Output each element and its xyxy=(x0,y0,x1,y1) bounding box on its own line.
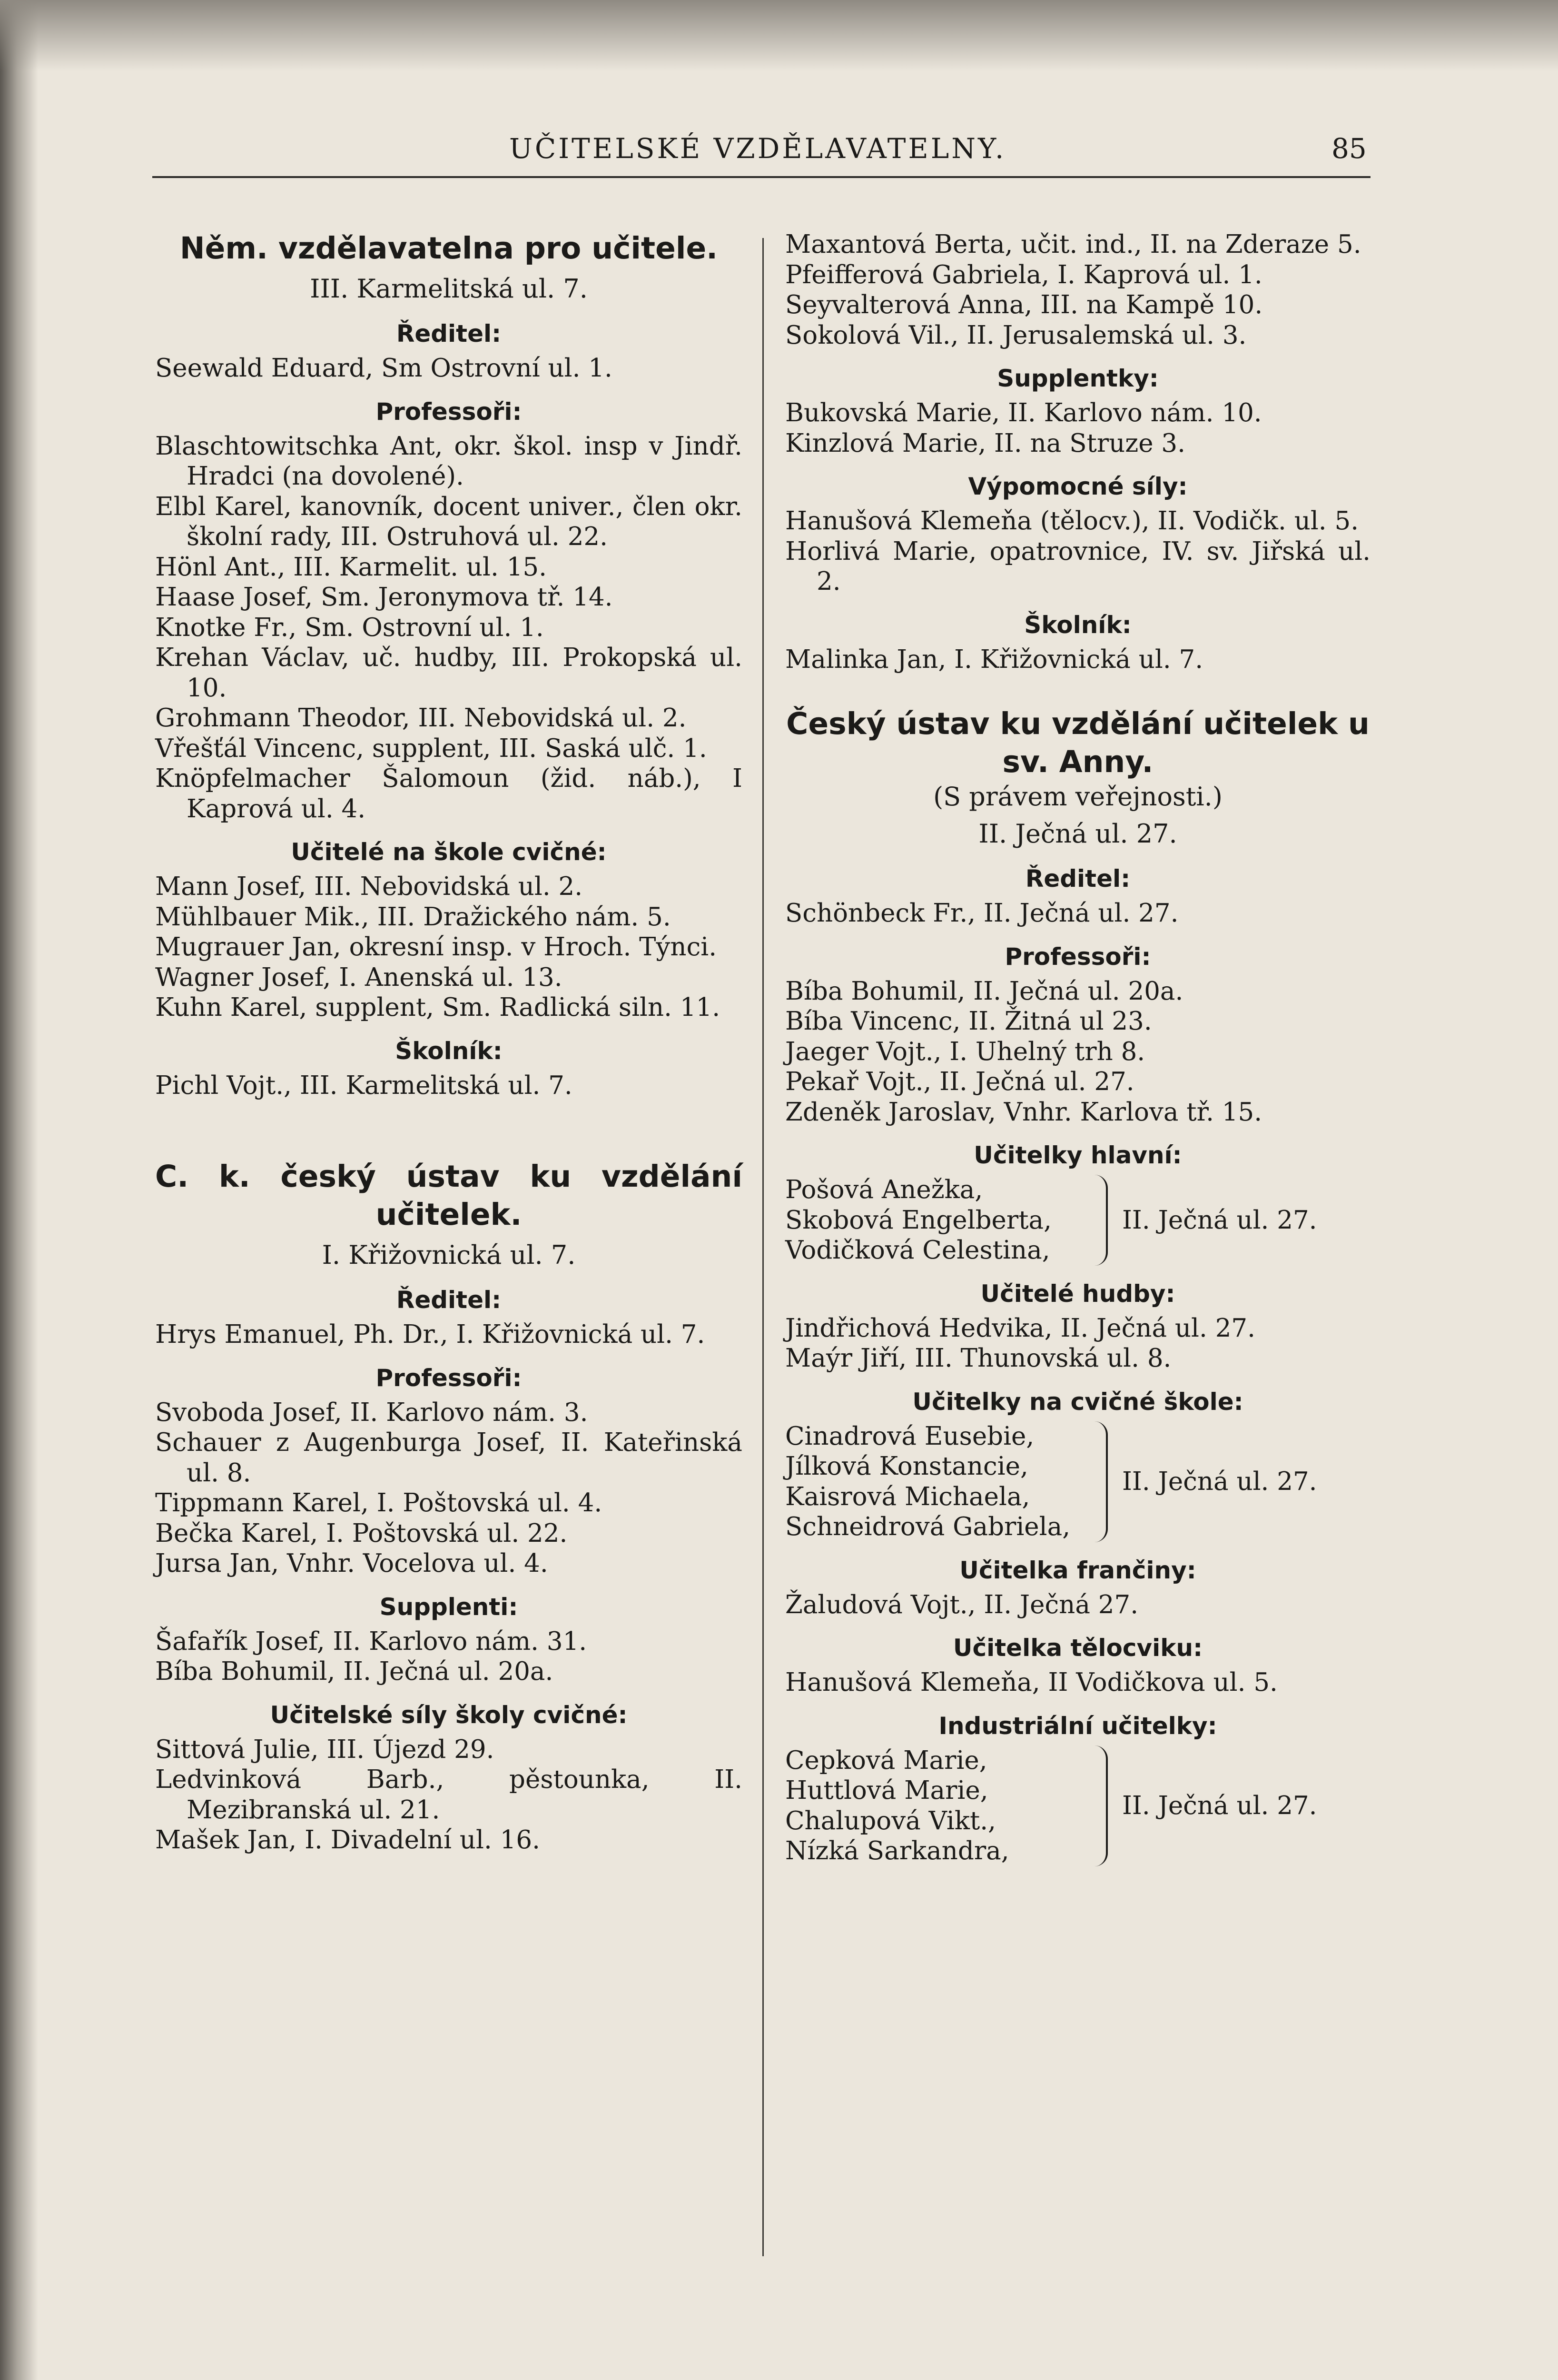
teacher-name: Vodičková Celestina, xyxy=(785,1236,1050,1265)
teacher-name: Kaisrová Michaela, xyxy=(785,1482,1030,1511)
professor-entry: Knöpfelmacher Šalomoun (žid. náb.), I Kaprová ul. 4. xyxy=(155,764,742,823)
section-heading-director: Ředitel: xyxy=(396,1286,502,1314)
section-heading-teachers: Učitelé na škole cvičné: xyxy=(291,838,607,866)
name-list xyxy=(785,1745,1095,1866)
music-teacher-entry: Maýr Jiří, III. Thunovská ul. 8. xyxy=(785,1344,1172,1373)
supplentka-entry: Bukovská Marie, II. Karlovo nám. 10. xyxy=(785,398,1262,427)
teacher-name: Chalupová Vikt., xyxy=(785,1806,996,1835)
section-heading-director: Ředitel: xyxy=(1025,865,1131,892)
teacher-name: Skobová Engelberta, xyxy=(785,1205,1052,1235)
substitute-entry: Bíba Bohumil, II. Ječná ul. 20a. xyxy=(155,1657,553,1686)
staff-entry: Sokolová Vil., II. Jerusalemská ul. 3. xyxy=(785,320,1247,350)
section-heading-supplentky: Supplentky: xyxy=(997,365,1159,392)
section-heading-professors: Professoři: xyxy=(375,397,522,426)
professor-entry: Pekař Vojt., II. Ječná ul. 27. xyxy=(785,1067,1134,1096)
auxiliary-entry: Hanušová Klemeňa (tělocv.), II. Vodičk. ul. 5. xyxy=(785,506,1359,536)
professor-entry: Elbl Karel, kanovník, docent univer., člen okr. školní rady, III. Ostruhová ul. 22. xyxy=(155,492,742,551)
section-heading-janitor: Školník: xyxy=(1024,611,1132,639)
professor-entry: Schauer z Augenburga Josef, II. Kateřinská ul. 8. xyxy=(155,1428,742,1488)
professor-entry: Bíba Vincenc, II. Žitná ul 23. xyxy=(785,1007,1152,1036)
professor-entry: Jursa Jan, Vnhr. Vocelova ul. 4. xyxy=(155,1549,548,1578)
french-teacher-entry: Žaludová Vojt., II. Ječná 27. xyxy=(785,1590,1139,1619)
professor-entry: Bečka Karel, I. Poštovská ul. 22. xyxy=(155,1518,568,1548)
director-entry: Seewald Eduard, Sm Ostrovní ul. 1. xyxy=(155,354,612,383)
institution-title: C. k. český ústav ku vzdělání učitelek. xyxy=(155,1159,742,1232)
staff-entry: Seyvalterová Anna, III. na Kampě 10. xyxy=(785,290,1263,319)
teacher-entry: Kuhn Karel, supplent, Sm. Radlická siln. 11. xyxy=(155,993,720,1022)
section-heading-substitutes: Supplenti: xyxy=(379,1593,518,1621)
pe-teacher-entry: Hanušová Klemeňa, II Vodičkova ul. 5. xyxy=(785,1668,1278,1697)
institution-address: I. Křižovnická ul. 7. xyxy=(322,1240,576,1270)
header-rule xyxy=(152,176,1371,178)
teacher-name: Jílková Konstancie, xyxy=(785,1452,1028,1481)
teacher-name: Pošová Anežka, xyxy=(785,1175,983,1204)
substitute-entry: Šafařík Josef, II. Karlovo nám. 31. xyxy=(155,1626,587,1656)
institution-address: III. Karmelitská ul. 7. xyxy=(310,274,588,304)
running-head: UČITELSKÉ VZDĚLAVATELNY. xyxy=(509,132,1006,165)
staff-entry: Maxantová Berta, učit. ind., II. na Zderaze 5. xyxy=(785,230,1361,259)
section-heading-music: Učitelé hudby: xyxy=(980,1279,1175,1308)
spacer xyxy=(155,1101,742,1158)
curly-brace xyxy=(1095,1175,1108,1266)
curly-brace xyxy=(1095,1421,1108,1542)
director-entry: Hrys Emanuel, Ph. Dr., I. Křižovnická ul. 7. xyxy=(155,1320,705,1349)
professor-entry: Hönl Ant., III. Karmelit. ul. 15. xyxy=(155,552,547,582)
teacher-entry: Mann Josef, III. Nebovidská ul. 2. xyxy=(155,872,583,901)
spacer xyxy=(785,674,1371,705)
institution-title: Český ústav ku vzdělání učitelek u sv. Anny. xyxy=(786,706,1370,779)
column-divider xyxy=(762,238,764,2256)
name-list xyxy=(785,1421,1095,1542)
left-column xyxy=(155,229,742,1855)
institution-address: II. Ječná ul. 27. xyxy=(978,819,1177,849)
professor-entry: Krehan Václav, uč. hudby, III. Prokopská ul. 10. xyxy=(155,643,742,703)
section-heading-auxiliary: Výpomocné síly: xyxy=(968,473,1188,500)
professor-entry: Haase Josef, Sm. Jeronymova tř. 14. xyxy=(155,583,613,612)
professor-entry: Zdeněk Jaroslav, Vnhr. Karlova tř. 15. xyxy=(785,1097,1262,1127)
music-teacher-entry: Jindřichová Hedvika, II. Ječná ul. 27. xyxy=(785,1313,1255,1343)
staff-entry: Ledvinková Barb., pěstounka, II. Mezibranská ul. 21. xyxy=(155,1765,742,1825)
section-heading-professors: Professoři: xyxy=(375,1364,522,1392)
section-heading-industrial: Industriální učitelky: xyxy=(938,1712,1217,1740)
institution-title: Něm. vzdělavatelna pro učitele. xyxy=(179,231,718,266)
section-heading-pe: Učitelka tělocviku: xyxy=(953,1634,1203,1662)
right-column xyxy=(785,229,1371,1866)
supplentka-entry: Kinzlová Marie, II. na Struze 3. xyxy=(785,428,1185,458)
curly-brace xyxy=(1095,1745,1108,1866)
section-heading-staff: Učitelské síly školy cvičné: xyxy=(270,1701,628,1729)
section-heading-professors: Professoři: xyxy=(1005,942,1151,971)
professor-entry: Vřešťál Vincenc, supplent, III. Saská ulč. 1. xyxy=(155,734,707,763)
name-list xyxy=(785,1175,1095,1266)
professor-entry: Jaeger Vojt., I. Uhelný trh 8. xyxy=(785,1037,1145,1066)
director-entry: Schönbeck Fr., II. Ječná ul. 27. xyxy=(785,899,1179,928)
teacher-name: Nízká Sarkandra, xyxy=(785,1836,1009,1865)
teacher-entry: Wagner Josef, I. Anenská ul. 13. xyxy=(155,962,562,992)
teacher-name: Cepková Marie, xyxy=(785,1745,987,1775)
teacher-entry: Mugrauer Jan, okresní insp. v Hroch. Týnci. xyxy=(155,932,717,962)
auxiliary-entry: Horlivá Marie, opatrovnice, IV. sv. Jiřská ul. 2. xyxy=(785,536,1371,596)
section-heading-director: Ředitel: xyxy=(396,320,502,347)
section-heading-janitor: Školník: xyxy=(395,1037,503,1065)
scan-shadow-top xyxy=(0,0,1558,71)
staff-entry: Pfeifferová Gabriela, I. Kaprová ul. 1. xyxy=(785,260,1262,289)
group-address: II. Ječná ul. 27. xyxy=(1122,1791,1317,1820)
group-address: II. Ječná ul. 27. xyxy=(1122,1467,1317,1496)
group-address: II. Ječná ul. 27. xyxy=(1122,1205,1317,1235)
professor-entry: Bíba Bohumil, II. Ječná ul. 20a. xyxy=(785,976,1183,1006)
teacher-name: Schneidrová Gabriela, xyxy=(785,1512,1071,1541)
section-heading-french: Učitelka frančiny: xyxy=(959,1556,1196,1584)
professor-entry: Knotke Fr., Sm. Ostrovní ul. 1. xyxy=(155,613,544,642)
professor-entry: Svoboda Josef, II. Karlovo nám. 3. xyxy=(155,1398,588,1427)
section-heading-practice: Učitelky na cvičné škole: xyxy=(912,1388,1243,1416)
teacher-entry: Mühlbauer Mik., III. Dražického nám. 5. xyxy=(155,902,671,932)
section-heading-main-teachers: Učitelky hlavní: xyxy=(974,1141,1182,1169)
janitor-entry: Malinka Jan, I. Křižovnická ul. 7. xyxy=(785,645,1203,674)
professor-entry: Grohmann Theodor, III. Nebovidská ul. 2. xyxy=(155,704,687,733)
main-teachers-group xyxy=(785,1175,1371,1266)
staff-entry: Mašek Jan, I. Divadelní ul. 16. xyxy=(155,1825,540,1854)
page-number: 85 xyxy=(1331,132,1367,165)
scan-shadow-left xyxy=(0,0,38,2380)
teacher-name: Cinadrová Eusebie, xyxy=(785,1421,1035,1451)
industrial-teachers-group xyxy=(785,1745,1371,1866)
institution-subtitle: (S právem veřejnosti.) xyxy=(933,782,1223,812)
staff-entry: Sittová Julie, III. Újezd 29. xyxy=(155,1735,494,1764)
professor-entry: Tippmann Karel, I. Poštovská ul. 4. xyxy=(155,1488,602,1517)
professor-entry: Blaschtowitschka Ant, okr. škol. insp v Jindř. Hradci (na dovolené). xyxy=(155,431,742,491)
teacher-name: Huttlová Marie, xyxy=(785,1776,988,1805)
janitor-entry: Pichl Vojt., III. Karmelitská ul. 7. xyxy=(155,1071,572,1100)
practice-teachers-group xyxy=(785,1421,1371,1542)
